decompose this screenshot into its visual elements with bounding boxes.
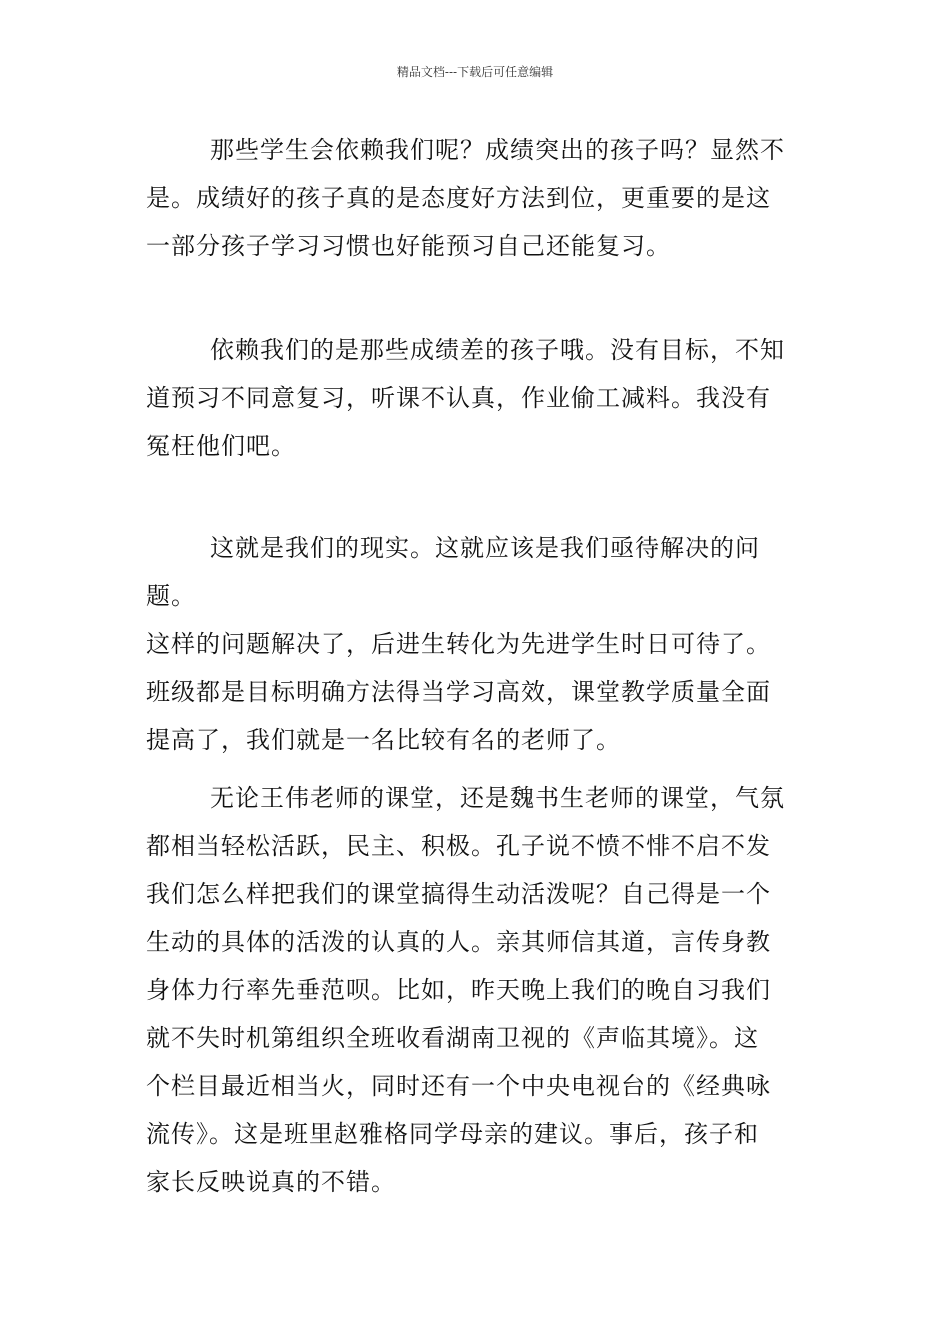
paragraph-2: 依赖我们的是那些成绩差的孩子哦。没有目标，不知 道预习不同意复习，听课不认真，作业偷工减料。我没有 冤枉他们吧。 — [146, 336, 785, 460]
paragraph-3: 这就是我们的现实。这就应该是我们亟待解决的问题。 这样的问题解决了，后进生转化为先进学生时日可待了。 班级都是目标明确方法得当学习高效，课堂教学质量全面 提高了，我们就是一名比较有名的老师了。 — [146, 534, 771, 754]
paragraph-4: 无论王伟老师的课堂，还是魏书生老师的课堂，气氛 都相当轻松活跃，民主、积极。孔子说不愤不悱不启不发 我们怎么样把我们的课堂搞得生动活泼呢？自己得是一个 生动的具体的活泼的认真的人。亲其师信其道，言传身教 身体力行率先垂范呗。比如，昨天晚上我们的晚自习我们 就不失时机第组织全班收看湖南卫视的《声临其境》。这 个栏目最近相当火，同时还有一个中央电视台的《经典咏 流传》。这是班里赵雅格同学母亲的建议。事后，孩子和 家长反映说真的不错。 — [146, 784, 785, 1196]
page-header: 精品文档---下载后可任意编辑 — [396, 65, 554, 79]
paragraph-1: 那些学生会依赖我们呢？成绩突出的孩子吗？显然不 是。成绩好的孩子真的是态度好方法到位，更重要的是这 一部分孩子学习习惯也好能预习自己还能复习。 — [146, 136, 785, 260]
